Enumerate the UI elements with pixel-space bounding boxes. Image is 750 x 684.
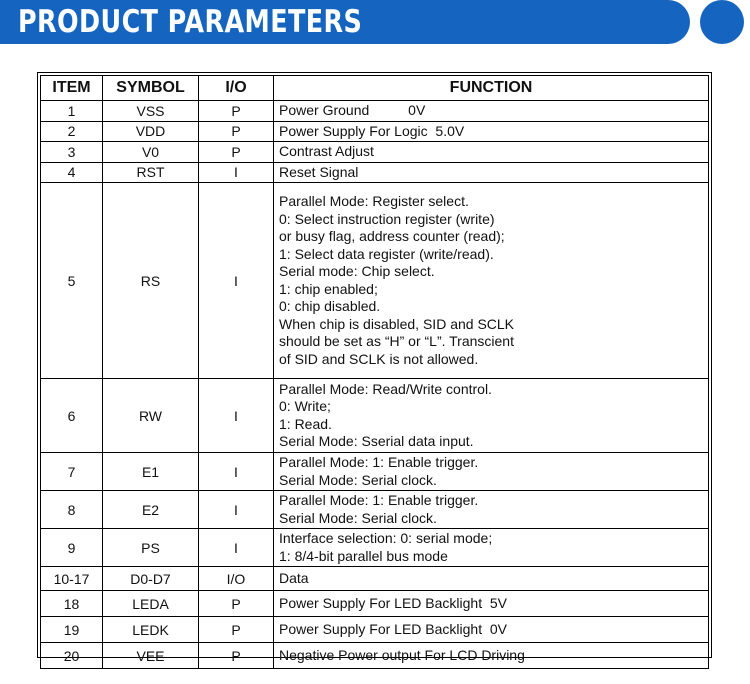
symbol-cell: RS [103,183,199,379]
io-cell: P [199,121,274,142]
symbol-cell: VSS [103,101,199,122]
item-cell: 4 [41,162,103,183]
table-row [41,529,709,567]
item-cell: 5 [41,183,103,379]
table-row [41,643,709,669]
parameters-table-frame [37,72,712,664]
function-line: Serial Mode: Serial clock. [279,509,437,526]
column-header-io: I/O [199,76,274,101]
table-row [41,142,709,163]
table-row [41,567,709,591]
io-cell: I [199,529,274,567]
function-line: Power Supply For LED Backlight 0V [279,620,507,637]
function-cell [274,101,709,122]
io-cell: P [199,643,274,669]
function-line: When chip is disabled, SID and SCLK [279,315,515,332]
function-line: or busy flag, address counter (read); [279,228,505,244]
io-cell: P [199,617,274,643]
table-row [41,617,709,643]
item-cell: 2 [41,121,103,142]
io-cell: I/O [199,567,274,591]
function-cell [274,567,709,591]
column-header-symbol: SYMBOL [103,76,199,101]
function-cell [274,379,709,453]
function-cell [274,453,709,491]
io-cell: P [199,101,274,122]
symbol-cell: D0-D7 [103,567,199,591]
symbol-cell: E1 [103,453,199,491]
function-line: 1: 8/4-bit parallel bus mode [279,547,448,564]
function-cell [274,643,709,669]
item-cell: 7 [41,453,103,491]
parameters-table [40,75,709,669]
symbol-cell: V0 [103,142,199,163]
table-row [41,101,709,122]
table-row [41,183,709,379]
function-cell [274,529,709,567]
function-line: 1: chip enabled; [279,280,378,297]
function-line: Parallel Mode: 1: Enable trigger. [279,492,479,508]
function-line: Negative Power output For LCD Driving [279,646,525,663]
symbol-cell: VEE [103,643,199,669]
function-line: Contrast Adjust [279,143,374,159]
symbol-cell: LEDA [103,591,199,617]
function-line: 0: Write; [279,398,331,414]
function-line: Power Supply For Logic 5.0V [279,122,465,139]
function-line: Parallel Mode: 1: Enable trigger. [279,454,479,470]
item-cell: 1 [41,101,103,122]
io-cell: I [199,491,274,529]
item-cell: 6 [41,379,103,453]
function-cell [274,142,709,163]
table-row [41,453,709,491]
io-cell: I [199,453,274,491]
io-cell: I [199,379,274,453]
function-line: 1: Read. [279,415,332,432]
io-cell: I [199,183,274,379]
io-cell: P [199,591,274,617]
table-row [41,491,709,529]
item-cell: 10-17 [41,567,103,591]
table-row [41,121,709,142]
column-header-item: ITEM [41,76,103,101]
item-cell: 3 [41,142,103,163]
function-line: Data [279,569,309,586]
item-cell: 9 [41,529,103,567]
header-banner [0,0,690,44]
io-cell: I [199,162,274,183]
symbol-cell: RST [103,162,199,183]
function-line: Serial mode: Chip select. [279,263,435,279]
symbol-cell: VDD [103,121,199,142]
function-line: Power Supply For LED Backlight 5V [279,594,507,611]
function-line: Power Ground 0V [279,102,426,118]
item-cell: 20 [41,643,103,669]
function-cell [274,617,709,643]
item-cell: 19 [41,617,103,643]
function-line: Serial Mode: Serial clock. [279,471,437,488]
function-line: 1: Select data register (write/read). [279,245,494,262]
function-line: should be set as “H” or “L”. Transcient [279,333,514,349]
symbol-cell: PS [103,529,199,567]
function-line: Serial Mode: Sserial data input. [279,433,474,449]
banner-dot [700,0,744,44]
symbol-cell: LEDK [103,617,199,643]
symbol-cell: E2 [103,491,199,529]
function-cell [274,491,709,529]
table-row [41,591,709,617]
function-line: 0: chip disabled. [279,298,381,314]
item-cell: 18 [41,591,103,617]
page-title: PRODUCT PARAMETERS [18,4,363,40]
function-cell [274,162,709,183]
symbol-cell: RW [103,379,199,453]
function-line: Parallel Mode: Read/Write control. [279,380,492,397]
function-line: Interface selection: 0: serial mode; [279,530,493,546]
function-line: Reset Signal [279,163,359,180]
function-cell [274,121,709,142]
function-cell [274,183,709,379]
table-header-row [41,76,709,101]
item-cell: 8 [41,491,103,529]
table-row [41,379,709,453]
function-line: of SID and SCLK is not allowed. [279,350,479,367]
function-cell [274,591,709,617]
function-line: 0: Select instruction register (write) [279,210,495,227]
table-row [41,162,709,183]
column-header-function: FUNCTION [274,76,709,101]
io-cell: P [199,142,274,163]
function-line: Parallel Mode: Register select. [279,193,469,209]
